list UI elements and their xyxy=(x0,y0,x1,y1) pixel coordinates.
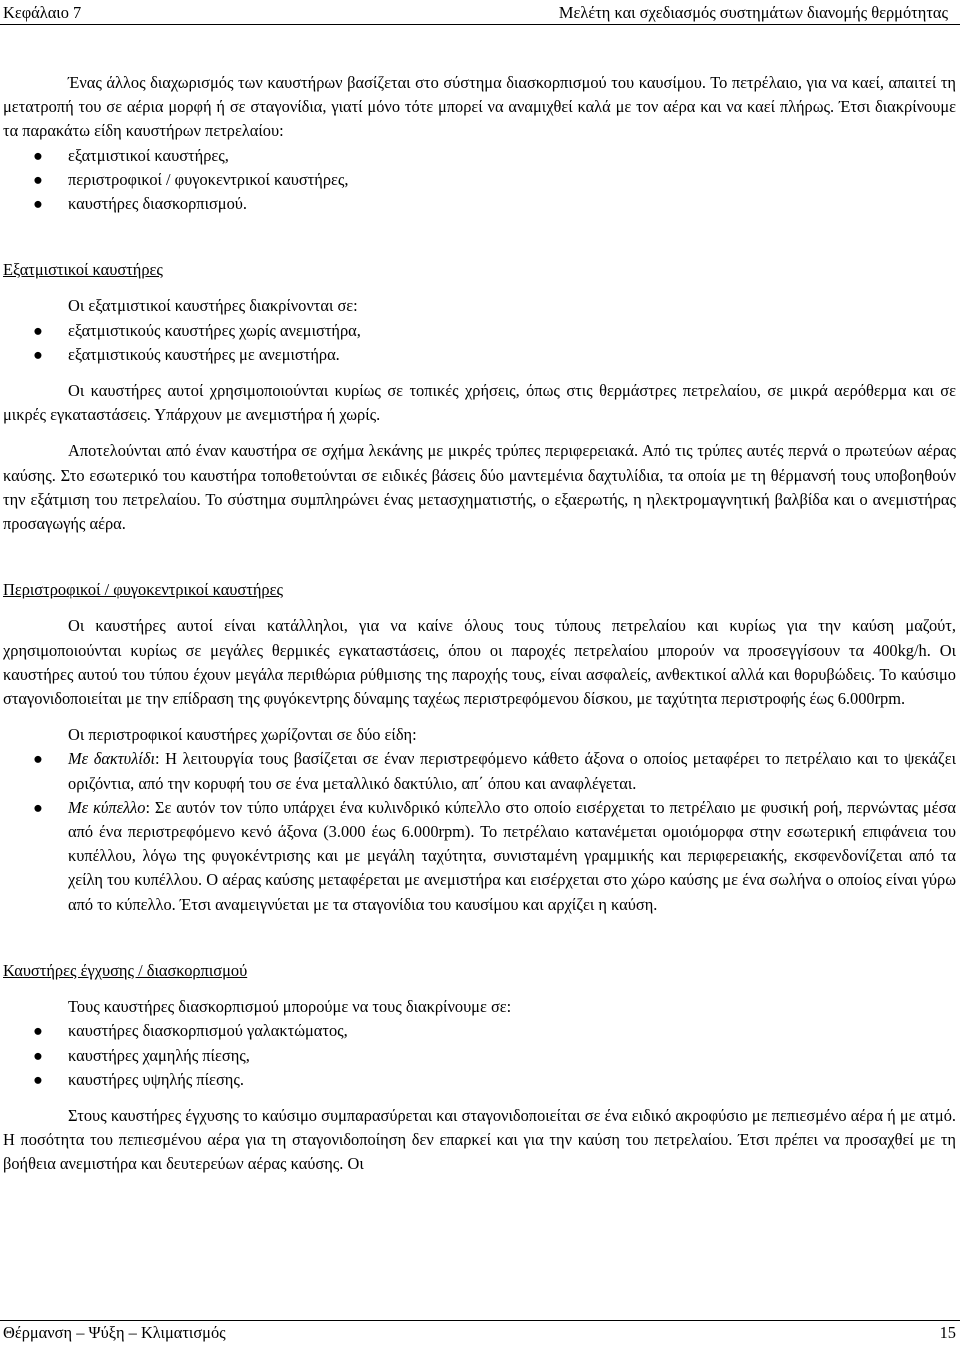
bullet-icon: ● xyxy=(33,1045,43,1065)
list-item: ● καυστήρες υψηλής πίεσης. xyxy=(3,1068,956,1092)
bullet-icon: ● xyxy=(33,344,43,364)
page-number: 15 xyxy=(939,1323,956,1342)
bullet-icon: ● xyxy=(33,1069,43,1089)
section1-paragraph: Αποτελούνται από έναν καυστήρα σε σχήμα λεκάνης με μικρές τρύπες περιφερειακά. Από τις τρύπες αυτές περνά ο πρωτεύων αέρας καύσης. Στο εσωτερικό του καυστήρα τοποθετούνται σε ειδικές βάσεις δύο μαντεμένια δαχτυλίδια, τα οποία με τη θέρμανσή τους υποβοηθούν την εξάτμιση του πετρελαίου. Το σύστημα συμπληρώνει ένας μετασχηματιστής, ο εξαερωτής, η ηλεκτρομαγνητική βαλβίδα και ο ανεμιστήρας προσαγωγής αέρα. xyxy=(3,441,956,534)
bullet-icon: ● xyxy=(33,749,43,769)
list-item: ● περιστροφικοί / φυγοκεντρικοί καυστήρες, xyxy=(3,168,956,192)
list-item: ● καυστήρες χαμηλής πίεσης, xyxy=(3,1044,956,1068)
intro-paragraph: Ένας άλλος διαχωρισμός των καυστήρων βασίζεται στο σύστημα διασκορπισμού του καυσίμου. Το πετρέλαιο, για να καεί, απαιτεί τη μετατροπή του σε αέρια μορφή ή σε σταγονίδια, γιατί μόνο τότε μπορεί να αναμιχθεί καλά με τον αέρα και να καεί πλήρως. Έτσι διακρίνουμε τα παρακάτω είδη καυστήρων πετρελαίου: xyxy=(3,73,956,141)
chapter-title: Μελέτη και σχεδιασμός συστημάτων διανομής θερμότητας xyxy=(558,3,948,22)
list-item: ● εξατμιστικούς καυστήρες με ανεμιστήρα. xyxy=(3,343,956,367)
list-item: ● Με δακτυλίδι: Η λειτουργία τους βασίζεται σε έναν περιστρεφόμενο κάθετο άξονα ο οποίος μεταφέρει το πετρέλαιο και το ψεκάζει οριζόντια, από την κορυφή του σε ένα μεταλλικό δακτύλιο, απ΄ όπου και αναφλέγεται. xyxy=(33,749,956,793)
section3-lead: Τους καυστήρες διασκορπισμού μπορούμε να τους διακρίνουμε σε: xyxy=(68,997,512,1017)
section3-paragraph: Στους καυστήρες έγχυσης το καύσιμο συμπαρασύρεται και σταγονιδοποιείται σε ένα ειδικό ακροφύσιο με πεπιεσμένο αέρα ή με ατμό. Η ποσότητα του πεπιεσμένου αέρα για τη σταγονιδοποίηση δεν επαρκεί και για την καύση του πετρελαίου. Έτσι πρέπει να προσαχθεί με τη βοήθεια ανεμιστήρα και δευτερεύων αέρας καύσης. Οι xyxy=(3,1105,956,1174)
page-footer xyxy=(0,1320,960,1344)
chapter-label: Κεφάλαιο 7 xyxy=(3,3,82,22)
bullet-icon: ● xyxy=(33,320,43,340)
term-ring: Με δακτυλίδι xyxy=(68,749,156,769)
page-body xyxy=(3,71,956,1177)
section2-list xyxy=(3,747,956,916)
section2-paragraph: Οι καυστήρες αυτοί είναι κατάλληλοι, για να καίνε όλους τους τύπους πετρελαίου και κυρίως για την καύση μαζούτ, χρησιμοποιούνται κυρίως σε μεγάλες θερμικές εγκαταστάσεις, όπου οι παροχές πετρελαίου μπορούν να προσεγγίσουν τα 400kg/h. Οι καυστήρες αυτού του τύπου έχουν μεγάλα περιθώρια ρύθμισης της παροχής τους, είναι ασφαλείς, ανθεκτικοί αλλά και θορυβώδεις. Το καύσιμο σταγονιδοποιείται με την επίδραση της φυγόκεντρης δύναμης ταχέως περιστρεφόμενου δίσκου, με ταχύτητα περιστροφής έως 6.000rpm. xyxy=(3,616,956,709)
section1-list xyxy=(3,319,956,367)
section-heading-evaporative: Εξατμιστικοί καυστήρες xyxy=(3,260,163,280)
bullet-icon: ● xyxy=(33,145,43,165)
bullet-icon: ● xyxy=(33,194,43,214)
footer-title: Θέρμανση – Ψύξη – Κλιματισμός xyxy=(3,1323,226,1342)
bullet-icon: ● xyxy=(33,797,43,817)
page-header xyxy=(0,0,960,25)
section1-paragraph: Οι καυστήρες αυτοί χρησιμοποιούνται κυρίως σε τοπικές χρήσεις, όπως στις θερμάστρες πετρελαίου, σε μικρά αερόθερμα και σε μικρές εγκαταστάσεις. Υπάρχουν με ανεμιστήρα ή χωρίς. xyxy=(3,381,956,425)
list-item: ● καυστήρες διασκορπισμού. xyxy=(3,192,956,216)
section-heading-injection: Καυστήρες έγχυσης / διασκορπισμού xyxy=(3,960,248,980)
section-heading-rotary: Περιστροφικοί / φυγοκεντρικοί καυστήρες xyxy=(3,580,283,600)
intro-list xyxy=(3,144,956,217)
list-item: ● Με κύπελλο: Σε αυτόν τον τύπο υπάρχει ένα κυλινδρικό κύπελλο στο οποίο εισέρχεται το πετρέλαιο με φυσική ροή, περνώντας μέσα από ένα περιστρεφόμενο κενό άξονα (3.000 έως 6.000rpm). Το πετρέλαιο κατανέμεται ομοιόμορφα στην εσωτερική επιφάνεια του κυπέλλου, λόγω της φυγοκέντρισης και με μεγάλη ταχύτητα, συνισταμένη γραμμικής και περιφερειακής, εκσφενδονίζεται από τα χείλη του κυπέλλου. Ο αέρας καύσης μεταφέρεται με ανεμιστήρα και εισέρχεται στο χώρο καύσης με ένα σωλήνα ο οποίος είναι γύρω από το κύπελλο. Έτσι αναμειγνύεται με τα σταγονίδια του καυσίμου και αρχίζει η καύση. xyxy=(33,797,956,914)
section2-lead: Οι περιστροφικοί καυστήρες χωρίζονται σε δύο είδη: xyxy=(68,725,417,745)
section1-lead: Οι εξατμιστικοί καυστήρες διακρίνονται σε: xyxy=(68,296,358,316)
bullet-icon: ● xyxy=(33,1021,43,1041)
list-item: ● καυστήρες διασκορπισμού γαλακτώματος, xyxy=(3,1019,956,1043)
section3-list xyxy=(3,1019,956,1092)
list-item: ● εξατμιστικούς καυστήρες χωρίς ανεμιστήρα, xyxy=(3,319,956,343)
term-cup: Με κύπελλο xyxy=(68,797,146,817)
list-item: ● εξατμιστικοί καυστήρες, xyxy=(3,144,956,168)
bullet-icon: ● xyxy=(33,169,43,189)
